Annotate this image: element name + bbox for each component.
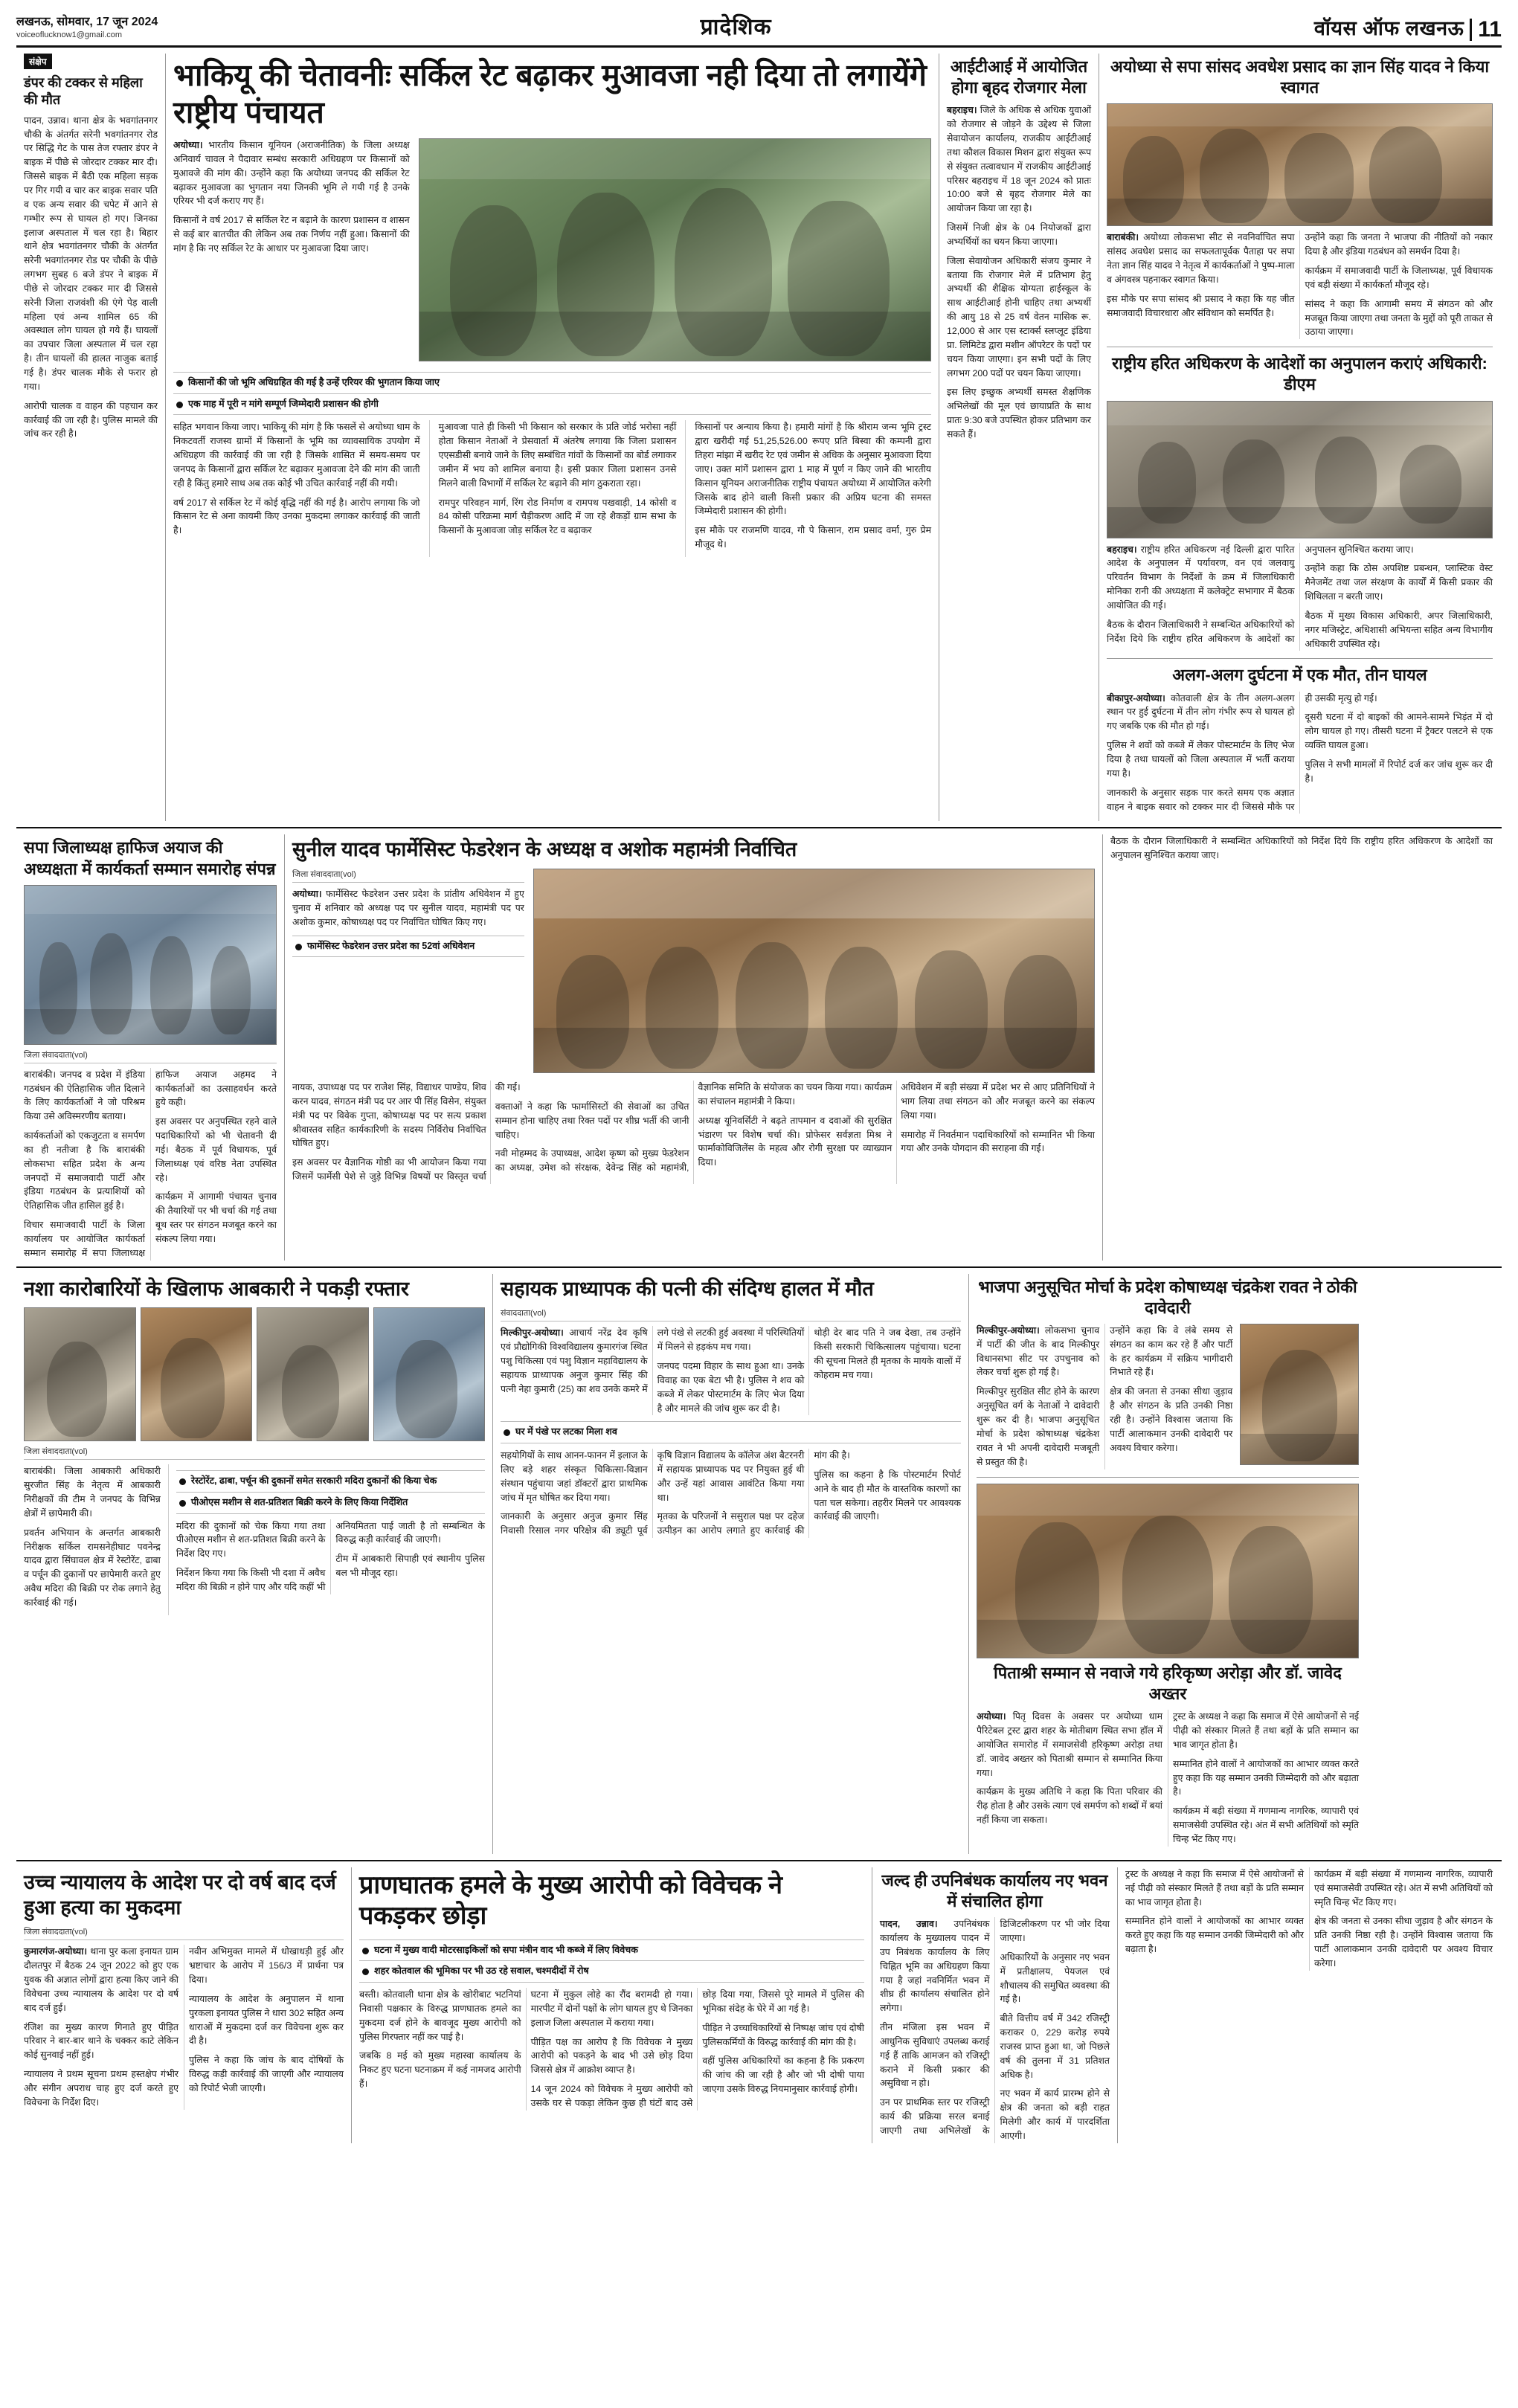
brief-headline: डंपर की टक्कर से महिला की मौत: [24, 75, 143, 108]
attack-para: जबकि 8 मई को मुख्य महास्वा कार्यालय के निकट हुए घटना घटनाक्रम में कई नामजद आरोपी हैं।: [359, 2050, 521, 2090]
ngt-story: [1107, 353, 1493, 651]
mp-para: कार्यक्रम में समाजवादी पार्टी के जिलाध्यक्ष, पूर्व विधायक एवं बड़ी संख्या में कार्यकर्ता मौजूद रहे।: [1305, 265, 1493, 290]
farmacist-headline: सुनील यादव फार्मेसिस्ट फेडरेशन के अध्यक्ष व अशोक महामंत्री निर्वाचित: [292, 838, 797, 861]
office-para: उन पर प्राथमिक स्तर पर रजिस्ट्री कार्य की प्रक्रिया सरल बनाई जाएगी तथा अभिलेखों के डिजिटलीकरण पर भी जोर दिया जाएगा।: [880, 1919, 1110, 2136]
farmacist-photo: [533, 869, 1095, 1073]
office-story: [872, 1867, 1117, 2143]
right-column-row3: [968, 1274, 1366, 1854]
teacher-para: जानकारी के अनुसार अनुज कुमार सिंह निवासी रिसाल नगर परिक्षेत्र की ड्यूटी पूर्व कृषि विज्ञान विद्यालय के कॉलेज अंश बैटरनरी में सहायक प्राध्यापक पद पर नियुक्त हुई थी और उन्हें यहां आवास आवंटित किया गया था।: [501, 1450, 805, 1536]
mp-dateline-para: [1107, 231, 1295, 286]
bullet-dot-icon: [362, 1968, 369, 1975]
court-headline: उच्च न्यायालय के आदेश पर दो वर्ष बाद दर्ज हुआ हत्या का मुकदमा: [24, 1870, 336, 1919]
court-para: नवीन अभिमुक्त मामले में धोखाधड़ी हुई और भ्रष्टाचार के आरोप में 156/3 में प्रार्थना पत्र दिया।: [189, 1946, 344, 1986]
accident-headline: अलग-अलग दुर्घटना में एक मौत, तीन घायल: [1172, 666, 1427, 685]
mp-para: उन्होंने कहा कि जनता ने भाजपा की नीतियों को नकार दिया है और इंडिया गठबंधन को समर्थन दिया है।: [1305, 232, 1493, 257]
sapa-para: बाराबंकी। जनपद व प्रदेश में इंडिया गठबंधन की ऐतिहासिक जीत दिलाने के लिए कार्यकर्ताओं ने जो परिश्रम किया उसे अविस्मरणीय बताया।: [24, 1069, 145, 1122]
bullet-dot-icon: [179, 1478, 186, 1485]
mp-para: सांसद ने कहा कि आगामी समय में संगठन को और मजबूत किया जाएगा तथा जनता के मुद्दों को पूरी ताकत से उठाया जाएगा।: [1305, 298, 1493, 338]
iti-dateline: बहराइच।: [947, 105, 977, 116]
sapa-story: [16, 834, 284, 1260]
excise-photo-1: [24, 1307, 136, 1441]
excise-para: मदिरा की दुकानों को चेक किया गया तथा पीओएस मशीन से शत-प्रतिशत बिक्री करने के निर्देश दिए गए।: [176, 1520, 326, 1559]
sapa-para: कार्यकर्ताओं को एकजुटता व समर्पण का ही नतीजा है कि बाराबंकी लोकसभा सहित प्रदेश के अन्य जनपदों में समाजवादी पार्टी और इंडिया गठबंधन के प्रत्याशियों को ऐतिहासिक जीत हासिल हुई है।: [24, 1130, 145, 1211]
accident-para: कोतवाली क्षेत्र के तीन अलग-अलग स्थान पर हुई दुर्घटना में तीन लोग गंभीर रूप से घायल हो गए जबकि एक की मौत हो गई।: [1107, 692, 1295, 732]
farmacist-left-text: [292, 869, 533, 1078]
teacher-body-top: [501, 1326, 961, 1415]
excise-para: बाराबंकी। जिला आबकारी अधिकारी सुरजीत सिंह के नेतृत्व में आबकारी निरीक्षकों की टीम ने जनपद के विभिन्न क्षेत्रों में छापेमारी की।: [24, 1466, 161, 1519]
lead-para: भारतीय किसान यूनियन (अराजनीतिक) के जिला अध्यक्ष अनिवार्य चावल ने पैदावार सम्बंध सरकारी अधिग्रहण पर किसानों को मुआवजे की मांग की। उन्होंने कहा कि अयोध्या जनपद की सर्किल रेट बढ़ाकर मुआवजा का भुगतान नया जिनकी भूमि ले गयी गई है उनके एरियर भी दर्ज कराए गए हैं।: [173, 140, 410, 207]
award-tail-para: सम्मानित होने वालों ने आयोजकों का आभार व्यक्त करते हुए कहा कि यह सम्मान उनकी जिम्मेदारी को और बढ़ाता है।: [1125, 1916, 1304, 1955]
award-tail-para: ट्रस्ट के अध्यक्ष ने कहा कि समाज में ऐसे आयोजनों से नई पीढ़ी को संस्कार मिलते हैं तथा बड़ों के प्रति सम्मान का भाव जागृत होता है।: [1125, 1868, 1304, 1908]
court-story: [16, 1867, 351, 2143]
farmacist-para: समारोह में निवर्तमान पदाधिकारियों को सम्मानित भी किया गया और उनके योगदान की सराहना की गई।: [901, 1129, 1095, 1154]
bjp-story: [977, 1277, 1359, 1469]
award-tail-body: [1125, 1867, 1493, 1971]
bullet-dot-icon: [362, 1948, 369, 1954]
bullet-dot-icon: [176, 402, 183, 408]
ngt-headline: राष्ट्रीय हरित अधिकरण के आदेशों का अनुपालन कराएं अधिकारी: डीएम: [1112, 354, 1488, 394]
excise-photo-3: [257, 1307, 369, 1441]
excise-para: टीम में आबकारी सिपाही एवं स्थानीय पुलिस बल भी मौजूद रहा।: [335, 1554, 485, 1579]
lead-story: [165, 54, 939, 821]
court-body: [24, 1945, 344, 2109]
excise-byline: जिला संवाददाता(vol): [24, 1446, 485, 1460]
brief-column: [16, 54, 165, 821]
attack-para: 14 जून 2024 को विवेचक ने मुख्य आरोपी को उसके घर से पकड़ा लेकिन कुछ ही घंटों बाद उसे छोड़ दिया गया, जिससे पूरे मामले में पुलिस की भूमिका संदेह के घेरे में आ गई है।: [530, 1989, 864, 2108]
iti-para: जिले के अधिक से अधिक युवाओं को रोजगार से जोड़ने के उद्देश्य से जिला सेवायोजन कार्यालय, राजकीय आईटीआई तथा कौशल विकास मिशन द्वारा संयुक्त रूप से संयुक्त तत्वावधान में राजकीय आईटीआई परिसर बहराइच में 18 जून 2024 को प्रातः 10:00 बजे से बृहद रोजगार मेले का आयोजन किया जा रहा है।: [947, 105, 1091, 214]
teacher-dateline: मिल्कीपुर-अयोध्या।: [501, 1327, 564, 1339]
ngt-para: उन्होंने कहा कि ठोस अपशिष्ट प्रबन्धन, प्लास्टिक वेस्ट मैनेजमेंट तथा जल संरक्षण के कार्यों में किसी प्रकार की शिथिलता न बरती जाए।: [1305, 563, 1493, 602]
award-dateline-para: [977, 1710, 1162, 1780]
lead-bullet-text: किसानों की जो भूमि अधिग्रहित की गई है उन्हें एरियर की भुगतान किया जाए: [188, 377, 440, 388]
teacher-body-bottom: [501, 1449, 961, 1538]
farmacist-para: नायक, उपाध्यक्ष पद पर राजेश सिंह, विद्याधर पाण्डेय, शिव करन यादव, संगठन मंत्री पद पर आर पी सिंह विसेन, संयुक्त मंत्री पद पर विवेक गुप्ता, कोषाध्यक्ष पद पर सत्य प्रकाश श्रीवास्तव सहित कार्यकारिणी के सदस्य निर्विरोध निर्वाचित घोषित हुए।: [292, 1082, 486, 1149]
mp-para: इस मौके पर सपा सांसद श्री प्रसाद ने कहा कि यह जीत समाजवादी विचारधारा और संविधान को समर्पित है।: [1107, 293, 1295, 318]
attack-para: पीड़ित ने उच्चाधिकारियों से निष्पक्ष जांच एवं दोषी पुलिसकर्मियों के विरुद्ध कार्रवाई की मांग की है।: [702, 2022, 864, 2047]
iti-story: [939, 54, 1099, 821]
masthead-brand: वॉयस ऑफ लखनऊ: [1313, 17, 1464, 39]
accident-dateline-para: [1107, 692, 1295, 734]
accident-story: [1107, 665, 1493, 814]
ngt-body: [1107, 543, 1493, 651]
lead-text-left: [173, 138, 419, 366]
award-story: [977, 1484, 1359, 1847]
bullet-dot-icon: [295, 944, 302, 950]
excise-headline: नशा कारोबारियों के खिलाफ आबकारी ने पकड़ी रफ्तार: [24, 1277, 409, 1300]
excise-left: [24, 1464, 168, 1615]
farmacist-story: [284, 834, 1102, 1260]
court-para: न्यायालय के आदेश के अनुपालन में थाना पुरकला इनायत पुलिस ने धारा 302 सहित अन्य धाराओं में मुकदमा दर्ज कर विवेचना शुरू कर दी है।: [189, 1993, 344, 2047]
office-dateline-para: [880, 1917, 990, 2015]
excise-bullet: [176, 1470, 485, 1493]
mp-photo: [1107, 103, 1493, 226]
iti-para: जिसमें निजी क्षेत्र के 04 नियोजकों द्वारा अभ्यर्थियों का चयन किया जाएगा।: [947, 222, 1091, 247]
bjp-body: [977, 1324, 1240, 1469]
farmacist-bullet: [292, 936, 524, 958]
excise-para: निर्देशन किया गया कि किसी भी दशा में अवैध मदिरा की बिक्री न होने पाए और यदि कहीं भी अनियमितता पाई जाती है तो सम्बन्धित के विरुद्ध कड़ी कार्रवाई की जाएगी।: [176, 1520, 485, 1592]
attack-bullet: [359, 1960, 864, 1983]
excise-photo-row: [24, 1307, 485, 1441]
office-body: [880, 1917, 1110, 2143]
excise-story: [16, 1274, 492, 1854]
office-para: नए भवन में कार्य प्रारम्भ होने से क्षेत्र की जनता को बड़ी राहत मिलेगी और कार्य में पारदर्शिता आएगी।: [1000, 2088, 1110, 2141]
court-para: रंजिश का मुख्य कारण गिनाते हुए पीड़ित परिवार ने बार-बार थाने के चक्कर काटे लेकिन कोई सुनवाई नहीं हुई।: [24, 2021, 179, 2061]
lead-dateline: अयोध्या।: [173, 140, 203, 151]
farmacist-body: [292, 1081, 1095, 1184]
accident-para: जानकारी के अनुसार सड़क पार करते समय एक अज्ञात वाहन ने बाइक सवार को टक्कर मार दी जिससे मौके पर ही उसकी मृत्यु हो गई।: [1107, 692, 1377, 812]
attack-para: घटना में मुकुल लोहे का रौंद बरामदी हो गया। मारपीट में दोनों पक्षों के लोग घायल हुए थे जिनका इलाज जिला अस्पताल में कराया गया।: [530, 1989, 693, 2028]
attack-bullet-text: घटना में मुख्य वादी मोटरसाइकिलों को सपा मंत्रीन वाद भी कब्जे में लिए विवेचक: [374, 1944, 638, 1955]
lead-body-col-3: [686, 420, 931, 557]
court-byline: जिला संवाददाता(vol): [24, 1926, 344, 1940]
attack-body: [359, 1988, 864, 2111]
award-body: [977, 1710, 1359, 1847]
bjp-dateline-para: [977, 1324, 1099, 1380]
bullet-dot-icon: [176, 380, 183, 387]
court-dateline-para: [24, 1945, 179, 2015]
iti-body: [947, 103, 1091, 441]
masthead-place-date: लखनऊ, सोमवार, 17 जून 2024: [16, 15, 158, 28]
award-para: पितृ दिवस के अवसर पर अयोध्या धाम पैरिटेबल ट्रस्ट द्वारा शहर के मोतीबाग स्थित सभा हॉल में आयोजित समारोह में समाजसेवी हरिकृष्ण अरोड़ा तथा डॉ. जावेद अख्तर को पिताश्री सम्मान से सम्मानित किया गया।: [977, 1711, 1162, 1778]
lead-body-col-1: [173, 420, 430, 557]
bullet-dot-icon: [504, 1429, 510, 1436]
iti-para: जिला सेवायोजन अधिकारी संजय कुमार ने बताया कि रोजगार मेले में प्रतिभाग हेतु अभ्यर्थी की शैक्षिक योग्यता हाईस्कूल के साथ आईटीआई होनी चाहिए तथा अभ्यर्थी की आयु 18 से 25 वर्ष वेतन मासिक रू. 12,000 से आर एस स्टार्क्स स्लप्लूट इंडिया प्रा. लिमिटेड द्वारा मशीन ऑपरेटर के पदों पर चयन किया जाएगा। इन सभी पदों के लिए लगभग 200 पदों पर चयन किया जाएगा।: [947, 255, 1091, 379]
excise-bullet: [176, 1492, 485, 1514]
ngt-dateline-para: [1107, 543, 1295, 613]
masthead-email: voiceoflucknow1@gmail.com: [16, 30, 123, 40]
lead-bullet: [173, 372, 931, 394]
attack-bullet: [359, 1939, 864, 1962]
teacher-para: थोड़ी देर बाद पति ने जब देखा, तब उन्होंने किसी सरकारी चिकित्सालय पहुंचाया। घटना की सूचना मिलते ही मृतका के मायके वालों में कोहराम मच गया।: [814, 1327, 961, 1380]
office-para: अधिकारियों के अनुसार नए भवन में प्रतीक्षालय, पेयजल एवं शौचालय की समुचित व्यवस्था की गई है।: [1000, 1951, 1110, 2005]
masthead-section: प्रादेशिक: [700, 15, 772, 39]
mp-para: अयोध्या लोकसभा सीट से नवनिर्वाचित सपा सांसद अवधेश प्रसाद का सफलतापूर्वक पैताहा पर सपा नेता ज्ञान सिंह यादव ने नेतृत्व में कार्यकर्ताओं ने पुष्प-माला व अंगवस्त्र पहनाकर स्वागत किया।: [1107, 232, 1295, 285]
iti-headline: आईटीआई में आयोजित होगा बृहद रोजगार मेला: [950, 57, 1088, 97]
excise-bullet-text: रेस्टोरेंट, ढाबा, पर्चून की दुकानों समेत सरकारी मदिरा दुकानों की किया चेक: [190, 1475, 437, 1487]
office-para: उपनिबंधक कार्यालय के मुख्यालय पादन में उप निबंधक कार्यालय के लिए चिह्नित भूमि का अधिग्रहण किया गया है जहां नवनिर्मित भवन में शीघ्र ही कार्यालय संचालित होने लगेगा।: [880, 1919, 990, 2014]
award-photo: [977, 1484, 1359, 1658]
lead-bullet-text: एक माह में पूरी न मांगे सम्पूर्ण जिम्मेदारी प्रशासन की होगी: [188, 398, 379, 409]
teacher-para: मृतका के परिजनों ने ससुराल पक्ष पर दहेज उत्पीड़न का आरोप लगाते हुए कार्रवाई की मांग की है।: [657, 1450, 850, 1536]
lead-bullets: [173, 372, 931, 415]
award-tail-para: क्षेत्र की जनता से उनका सीधा जुड़ाव है और संगठन के प्रति उनकी निष्ठा रही है। उन्होंने विश्वास जताया कि पार्टी आलाकमान उनकी दावेदारी पर अवश्य विचार करेगा।: [1314, 1916, 1493, 1968]
lead-para: किसानों ने वर्ष 2017 से सर्किल रेट न बढ़ाने के कारण प्रशासन व शासन से कई बार बातचीत की लेकिन अब तक निर्णय नहीं हुआ। किसानों की मांग है कि नए सर्किल रेट के आधार पर मुआवजा दिया जाए।: [173, 215, 410, 254]
farmacist-para: नवी मोहम्मद के उपाध्यक्ष, आदेश कृष्ण को मुख्य फेडरेशन का अध्यक्ष, उमेश को संरक्षक, देवेन्द्र सिंह को महामंत्री, वैज्ञानिक समिति के संयोजक का चयन किया गया। कार्यक्रम का संचालन महामंत्री ने किया।: [495, 1082, 893, 1174]
lead-para: वर्ष 2017 से सर्किल रेट में कोई वृद्धि नहीं की गई है। आरोप लगाया कि जो किसान रेट से अना कायमी किए उनका मुकदमा लगाकर कार्रवाई की जाती है।: [173, 497, 420, 536]
brief-para: आरोपी चालक व वाहन की पहचान कर कार्रवाई की जा रही है। पुलिस मामले की जांच कर रही है।: [24, 400, 158, 440]
bjp-portrait-photo: [1240, 1324, 1359, 1465]
sapa-byline: जिला संवाददाता(vol): [24, 1049, 277, 1063]
award-headline: पिताश्री सम्मान से नवाजे गये हरिकृष्ण अरोड़ा और डॉ. जावेद अख्तर: [994, 1663, 1342, 1704]
sapa-para: इस अवसर पर अनुपस्थित रहने वाले पदाधिकारियों को भी चेतावनी दी गई। बैठक में पूर्व विधायक, पूर्व जिलाध्यक्ष एवं वरिष्ठ नेता उपस्थित रहे।: [155, 1116, 277, 1183]
attack-para: पीड़ित पक्ष का आरोप है कि विवेचक ने मुख्य आरोपी को पकड़ने के बाद भी उसे छोड़ दिया जिससे क्षेत्र में आक्रोश व्याप्त है।: [530, 2036, 693, 2076]
bjp-para: लोकसभा चुनाव में पार्टी की जीत के बाद मिल्कीपुर विधानसभा सीट पर उपचुनाव को लेकर चर्चा शुरू हो गई है।: [977, 1324, 1100, 1378]
lead-body-col-2: [430, 420, 686, 557]
farmacist-dateline-para: [292, 887, 524, 930]
farmacist-photo-wrap: [533, 869, 1095, 1078]
excise-para: प्रवर्तन अभियान के अन्तर्गत आबकारी निरीक्षक सर्किल रामसनेहीघाट पवनेन्द्र यादव द्वारा सिंघावल क्षेत्र में रेस्टोरेंट, ढाबा व पर्चून की दुकानों पर छापेमारी करते हुए अवैध मदिरा की बिक्री पर रोक लगाने हेतु कार्रवाई की गई।: [24, 1527, 161, 1608]
award-tail-para: कार्यक्रम में बड़ी संख्या में गणमान्य नागरिक, व्यापारी एवं समाजसेवी उपस्थित रहे। अंत में सभी अतिथियों को स्मृति चिन्ह भेंट किए गए।: [1314, 1868, 1493, 1908]
lead-para: मुआवजा पाते ही किसी भी किसान को सरकार के प्रति जोर्ड भरोसा नहीं होता किसान नेताओं ने प्रेसवार्ता में अंतरेष लगाया कि जिला प्रशासन एएसडीसी बनाये जाने के लिए सम्बंधित गांवों के किसानों का बोर्ड लगाकर जमीन में भय को शामिल बनाया है। इसी प्रकार जिला प्रशासन उनसे मिलने वाली विभागों में सर्किल रेट बढ़ाने की मांग ठुकराता रहा।: [438, 422, 677, 489]
accident-body: [1107, 692, 1493, 814]
ayodhya-mp-story: [1107, 57, 1493, 339]
bjp-photo-wrap: [1240, 1324, 1359, 1469]
lead-para: रामपुर परिवहन मार्ग, रिंग रोड निर्माण व रामपथ पखवाड़ी, 14 कोसी व 84 कोसी परिक्रमा मार्ग चैड़ीकरण आदि में जा रहे शैकड़ों ग्राम सभा के किसानों के मुआवजा जोड़ सर्किल रेट व बढ़ाकर: [438, 497, 677, 536]
farmacist-bullet-text: फार्मेसिस्ट फेडरेशन उत्तर प्रदेश का 52वां अधिवेशन: [307, 940, 475, 951]
farmacist-para: वक्ताओं ने कहा कि फार्मासिस्टों की सेवाओं का उचित सम्मान होना चाहिए तथा रिक्त पदों पर शीघ्र भर्ती की जानी चाहिए।: [495, 1101, 689, 1140]
farmacist-para: इस अवसर पर वैज्ञानिक गोष्ठी का भी आयोजन किया गया जिसमें फार्मेसी पेशे से जुड़े विभिन्न विषयों पर विस्तृत चर्चा की गई।: [292, 1082, 521, 1182]
teacher-para: आचार्य नरेंद्र देव कृषि एवं प्रौद्योगिकी विश्वविद्यालय कुमारगंज स्थित पशु चिकित्सा एवं पशु विज्ञान महाविद्यालय के सहायक प्राध्यापक अनुज कुमार सिंह की पत्नी नेहा कुमारी (25) का शव उनके कमरे में लगे पंखे से लटकी हुई अवस्था में परिस्थितियों में मिलने से हड़कंप मच गया।: [501, 1327, 805, 1394]
masthead-right: [1314, 13, 1502, 41]
teacher-headline: सहायक प्राध्यापक की पत्नी की संदिग्ध हालत में मौत: [501, 1277, 874, 1300]
ngt-para: बैठक में मुख्य विकास अधिकारी, अपर जिलाधिकारी, नगर मजिस्ट्रेट, अधिशासी अभियन्ता सहित अन्य विभागीय अधिकारी उपस्थित रहे।: [1305, 610, 1493, 649]
office-para: बीते वित्तीय वर्ष में 342 रजिस्ट्री कराकर 0, 229 करोड़ रुपये राजस्व प्राप्त हुआ था, जो पिछले वर्ष की तुलना में 31 प्रतिशत अधिक है।: [1000, 2013, 1110, 2080]
teacher-bullet-text: घर में पंखे पर लटका मिला शव: [515, 1426, 617, 1438]
lead-dateline-para: [173, 138, 410, 208]
lead-headline: भाकियू की चेतावनीः सर्किल रेट बढ़ाकर मुआवजा नही दिया तो लगायेंगे राष्ट्रीय पंचायत: [173, 58, 927, 130]
accident-para: पुलिस ने सभी मामलों में रिपोर्ट दर्ज कर जांच शुरू कर दी है।: [1305, 759, 1493, 784]
mp-dateline: बाराबंकी।: [1107, 232, 1139, 243]
sapa-photo: [24, 885, 277, 1045]
teacher-para: पुलिस का कहना है कि पोस्टमार्टम रिपोर्ट आने के बाद ही मौत के वास्तविक कारणों का पता चल सकेगा। तहरीर मिलने पर आवश्यक कार्रवाई की जाएगी।: [814, 1469, 961, 1522]
farmacist-dateline: अयोध्या।: [292, 889, 322, 900]
award-para: कार्यक्रम के मुख्य अतिथि ने कहा कि पिता परिवार की रीढ़ होता है और उसके त्याग एवं समर्पण को शब्दों में बयां नहीं किया जा सकता।: [977, 1786, 1162, 1826]
court-para: पुलिस ने कहा कि जांच के बाद दोषियों के विरुद्ध कड़ी कार्रवाई की जाएगी और न्यायालय को रिपोर्ट भेजी जाएगी।: [189, 2055, 344, 2093]
sapa-para: कार्यक्रम में आगामी पंचायत चुनाव की तैयारियों पर भी चर्चा की गई तथा बूथ स्तर पर संगठन मजबूत करने का संकल्प लिया गया।: [155, 1191, 277, 1244]
excise-right: [168, 1464, 485, 1615]
attack-bullet-text: शहर कोतवाल की भूमिका पर भी उठ रहे सवाल, चश्मदीदों में रोष: [374, 1966, 589, 1977]
ngt-dateline: बहराइच।: [1107, 544, 1137, 555]
court-para: थाना पुर कला इनायत ग्राम दौलतपुर में बैठक 24 जून 2022 को हुए एक युवक की अज्ञात लोगों द्वारा हत्या किए जाने की विवेचना उच्च न्यायालय के आदेश पर दो वर्ष बाद दर्ज हुई।: [24, 1946, 179, 2013]
right-column-row2: [1102, 834, 1500, 1260]
sapa-headline: सपा जिलाध्यक्ष हाफिज अयाज की अध्यक्षता में कार्यकर्ता सम्मान समारोह संपन्न: [24, 838, 276, 878]
brief-body: [24, 114, 158, 441]
masthead: [16, 10, 1502, 48]
farmacist-para: अध्यक्ष यूनिवर्सिटी ने बढ़ते तापमान व दवाओं की सुरक्षित भंडारण पर विशेष चर्चा की। प्रोफेसर सर्वज्ञता मिश्र ने फार्माकोविजिलेंस के महत्व और रोगी सुरक्षा पर व्याख्यान दिया।: [698, 1115, 893, 1168]
iti-dateline-para: [947, 103, 1091, 216]
bjp-dateline: मिल्कीपुर-अयोध्या।: [977, 1324, 1040, 1336]
award-para: सम्मानित होने वालों ने आयोजकों का आभार व्यक्त करते हुए कहा कि यह सम्मान उनकी जिम्मेदारी को और बढ़ाता है।: [1173, 1758, 1359, 1797]
farmacist-byline: जिला संवाददाता(vol): [292, 869, 524, 883]
lead-para: किसानों पर अन्याय किया है। हमारी मांगों है कि श्रीराम जन्म भूमि ट्रस्ट द्वारा खरीदी गई 51,25,526.00 रूपए प्रति बिस्वा की कम्पनी द्वारा तिहरा मांझा में खरीद रेट एवं जमीन से अधिक के अनुसार मुआवजा दिया जाए। उक्त मांगें प्रशासन द्वारा 1 माह में पूर्ण न किए जाने की भारतीय किसान यूनियन अराजनीतिक राष्ट्रीय पंचायत अयोध्या में आयोजित करेगी जिसके बाद होने वाली किसी प्रकार की अप्रिय घटना की समस्त जिम्मेदारी प्रशासन की होगी।: [695, 422, 931, 517]
brief-para: पादन, उन्नाव। थाना क्षेत्र के भवगांतनगर चौकी के अंतर्गत सरेनी भवगांतनगर रोड पर सिद्धि गेट के पास तेज रफ्तार डंपर ने बाइक में पीछे से जोरदार टक्कर मार दी। जिससे बाइक में बैठी एक महिला सड़क पर गिर गयी व चार कर बाइक सवार पति व एक अन्य सवार की चपेट में आने से गम्भीर रूप से घायल हो गए। जिनका इलाज अस्पताल में चल रहा है। बिहार थाने क्षेत्र भवगांतनगर चौकी के अंतर्गत सरेनी भवगांतनगर रोड पर चौकी के पीछे लगभग सुबह 6 बजे डंपर ने बाइक में पीछे से जोरदार टक्कर मार दी जिससे सरेनी जिला राजवंशी की एंगे पेड़ वाली महिला एवं अन्य शामिल 65 की अवस्थाल लोग घायल हो गये हैं। घायलों का उपचार जिला अस्पताल में चल रहा है। तीन घायलों की हालत नाजुक बताई गई है। डंपर चालक मौके से फरार हो गया।: [24, 115, 158, 392]
farmacist-para: फार्मेसिस्ट फेडरेशन उत्तर प्रदेश के प्रांतीय अधिवेशन में हुए चुनाव में शनिवार को अध्यक्ष पद पर सुनील यादव, महामंत्री पद पर अशोक कुमार, कोषाध्यक्ष पद पर निर्वाचित घोषित किए गए।: [292, 889, 524, 927]
farmacist-para: अधिवेशन में बड़ी संख्या में प्रदेश भर से आए प्रतिनिधियों ने भाग लिया तथा संगठन को और मजबूत करने का संकल्प लिया गया।: [901, 1082, 1095, 1121]
accident-dateline: बीकापुर-अयोध्या।: [1107, 692, 1165, 704]
award-para: ट्रस्ट के अध्यक्ष ने कहा कि समाज में ऐसे आयोजनों से नई पीढ़ी को संस्कार मिलते हैं तथा बड़ों के प्रति सम्मान का भाव जागृत होता है।: [1173, 1711, 1359, 1750]
excise-photo-2: [141, 1307, 253, 1441]
lead-para: सहित भगवान किया जाए। भाकियू की मांग है कि फसलें से अयोध्या धाम के निकटवर्ती राजस्व ग्रामों में किसानों के भूमि का व्यावसायिक उपयोग में अधिग्रहण की कार्रवाई की जा रही है जिसके शासित में समय-समय पर जनपद के किसानों द्वारा सर्किल रेट बढ़ाकर मुआवजा देने की मांग की जाती रही है किंतु हमारे साथ अब तक कोई भी उचित कार्रवाई नहीं की गयी।: [173, 422, 420, 489]
attack-story: [351, 1867, 872, 2143]
office-dateline: पादन, उन्नाव।: [880, 1919, 938, 1930]
accident-para: पुलिस ने शवों को कब्जे में लेकर पोस्टमार्टम के लिए भेज दिया है तथा घायलों को जिला अस्पताल में भर्ती कराया गया है।: [1107, 740, 1295, 779]
teacher-para: जनपद पदमा विहार के साथ हुआ था। उनके विवाह का एक बेटा भी है। पुलिस ने शव को कब्जे में लेकर पोस्टमार्टम के लिए भेज दिया है और मामले की जांच शुरू कर दी है।: [657, 1361, 805, 1414]
office-headline: जल्द ही उपनिबंधक कार्यालय नए भवन में संचालित होगा: [881, 1870, 1108, 1910]
teacher-para: सहयोगियों के साथ आनन-फानन में इलाज के लिए बड़े शहर संस्कृत चिकित्सा-विज्ञान संस्थान पहुंचाया जहां डॉक्टरों द्वारा प्राथमिक जांच में मृत घोषित कर दिया गया।: [501, 1450, 648, 1503]
excise-bullet-text: पीओएस मशीन से शत-प्रतिशत बिक्री करने के लिए किया निर्देशित: [190, 1497, 408, 1507]
lead-para: इस मौके पर राजमणि यादव, गौ पे किसान, राम प्रसाद वर्मा, गुरु प्रेम मौजूद थे।: [695, 525, 931, 550]
award-dateline: अयोध्या।: [977, 1711, 1006, 1722]
mp-headline: अयोध्या से सपा सांसद अवधेश प्रसाद का ज्ञान सिंह यादव ने किया स्वागत: [1110, 57, 1490, 97]
brief-kicker: संक्षेप: [24, 54, 52, 69]
teacher-bullet: [501, 1421, 961, 1443]
ngt-para: राष्ट्रीय हरित अधिकरण नई दिल्ली द्वारा पारित आदेश के अनुपालन में पर्यावरण, वन एवं जलवायु परिवर्तन विभाग के निर्देशों के क्रम में जिलाधिकारी मोनिका रानी की अध्यक्षता में कलेक्ट्रेट सभागार में बैठक आयोजित की गई।: [1107, 544, 1295, 611]
bjp-headline: भाजपा अनुसूचित मोर्चा के प्रदेश कोषाध्यक्ष चंद्रकेश रावत ने ठोकी दावेदारी: [978, 1277, 1357, 1317]
lead-bullet: [173, 393, 931, 416]
ngt-para: बैठक के दौरान जिलाधिकारी ने सम्बन्धित अधिकारियों को निर्देश दिये कि राष्ट्रीय हरित अधिकरण के आदेशों का अनुपालन सुनिश्चित कराया जाए।: [1107, 544, 1414, 644]
bjp-para: क्षेत्र की जनता से उनका सीधा जुड़ाव है और संगठन के प्रति उनकी निष्ठा रही है। उन्होंने विश्वास जताया कि पार्टी आलाकमान उनकी दावेदारी पर अवश्य विचार करेगा।: [1110, 1386, 1233, 1453]
attack-headline: प्राणघातक हमले के मुख्य आरोपी को विवेचक ने पकड़कर छोड़ा: [359, 1870, 782, 1931]
court-para: न्यायालय ने प्रथम सूचना प्रथम हस्तक्षेप गंभीर और संगीन अपराध चाह हुए दर्ज करते हुए विवेचना के निर्देश दिए।: [24, 2069, 179, 2108]
right-column-row1: [1099, 54, 1500, 821]
teacher-wife-story: [492, 1274, 968, 1854]
iti-para: इस लिए इच्छुक अभ्यर्थी समस्त शैक्षणिक अभिलेखों की मूल एवं छायाप्रति के साथ प्रातः 9:30 बजे उपस्थित होकर प्रतिभाग कर सकते हैं।: [947, 387, 1091, 440]
masthead-page-number: 11: [1470, 19, 1502, 41]
excise-photo-4: [373, 1307, 486, 1441]
sapa-body: [24, 1068, 277, 1261]
ngt-extra-body: [1110, 834, 1493, 863]
bullet-dot-icon: [179, 1500, 186, 1507]
sapa-para: विचार समाजवादी पार्टी के जिला कार्यालय पर आयोजित कार्यकर्ता सम्मान समारोह में सपा जिलाध्यक्ष हाफिज अयाज अहमद ने कार्यकर्ताओं का उत्साहवर्धन करते हुये कही।: [24, 1069, 277, 1258]
accident-para: दूसरी घटना में दो बाइकों की आमने-सामने भिड़ंत में दो लोग घायल हो गए। तीसरी घटना में ट्रैक्टर पलटने से एक व्यक्ति घायल हुआ।: [1305, 712, 1493, 751]
mp-body: [1107, 231, 1493, 339]
attack-para: वहीं पुलिस अधिकारियों का कहना है कि प्रकरण की जांच की जा रही है और जो भी दोषी पाया जाएगा उसके विरुद्ध नियमानुसार कार्रवाई होगी।: [702, 2056, 864, 2095]
award-para: कार्यक्रम में बड़ी संख्या में गणमान्य नागरिक, व्यापारी एवं समाजसेवी उपस्थित रहे। अंत में सभी अतिथियों को स्मृति चिन्ह भेंट किए गए।: [1173, 1806, 1359, 1844]
ngt-photo: [1107, 401, 1493, 538]
ngt-extra-para: बैठक के दौरान जिलाधिकारी ने सम्बन्धित अधिकारियों को निर्देश दिये कि राष्ट्रीय हरित अधिकरण के आदेशों का अनुपालन सुनिश्चित कराया जाए।: [1110, 836, 1493, 861]
teacher-byline: संवाददाता(vol): [501, 1307, 961, 1321]
lead-photo-wrap: [419, 138, 931, 366]
bjp-para: मिल्कीपुर सुरक्षित सीट होने के कारण अनुसूचित वर्ग के नेताओं ने दावेदारी शुरू कर दी है। भाजपा अनुसूचित मोर्चा के प्रदेश कोषाध्यक्ष चंद्रकेश रावत ने भी अपनी दावेदारी मजबूती से प्रस्तुत की है।: [977, 1386, 1100, 1467]
lead-photo: [419, 138, 931, 361]
office-para: तीन मंजिला इस भवन में आधुनिक सुविधाएं उपलब्ध कराई गई हैं ताकि आमजन को रजिस्ट्री कराने में किसी प्रकार की असुविधा न हो।: [880, 2022, 990, 2089]
court-dateline: कुमारगंज-अयोध्या।: [24, 1946, 88, 1957]
masthead-left: [16, 14, 158, 41]
attack-para: बस्ती। कोतवाली थाना क्षेत्र के खोरीबाट भटनियां निवासी पक्षकार के विरुद्ध प्राणघातक हमले का मुकदमा दर्ज होने के बावजूद मुख्य आरोपी को पुलिस गिरफ्तार नहीं कर पाई है।: [359, 1989, 521, 2042]
award-tail-column: [1117, 1867, 1500, 2143]
bjp-para: उन्होंने कहा कि वे लंबे समय से संगठन का काम कर रहे हैं और पार्टी के हर कार्यक्रम में सक्रिय भागीदारी निभाते रहे हैं।: [1110, 1324, 1233, 1378]
